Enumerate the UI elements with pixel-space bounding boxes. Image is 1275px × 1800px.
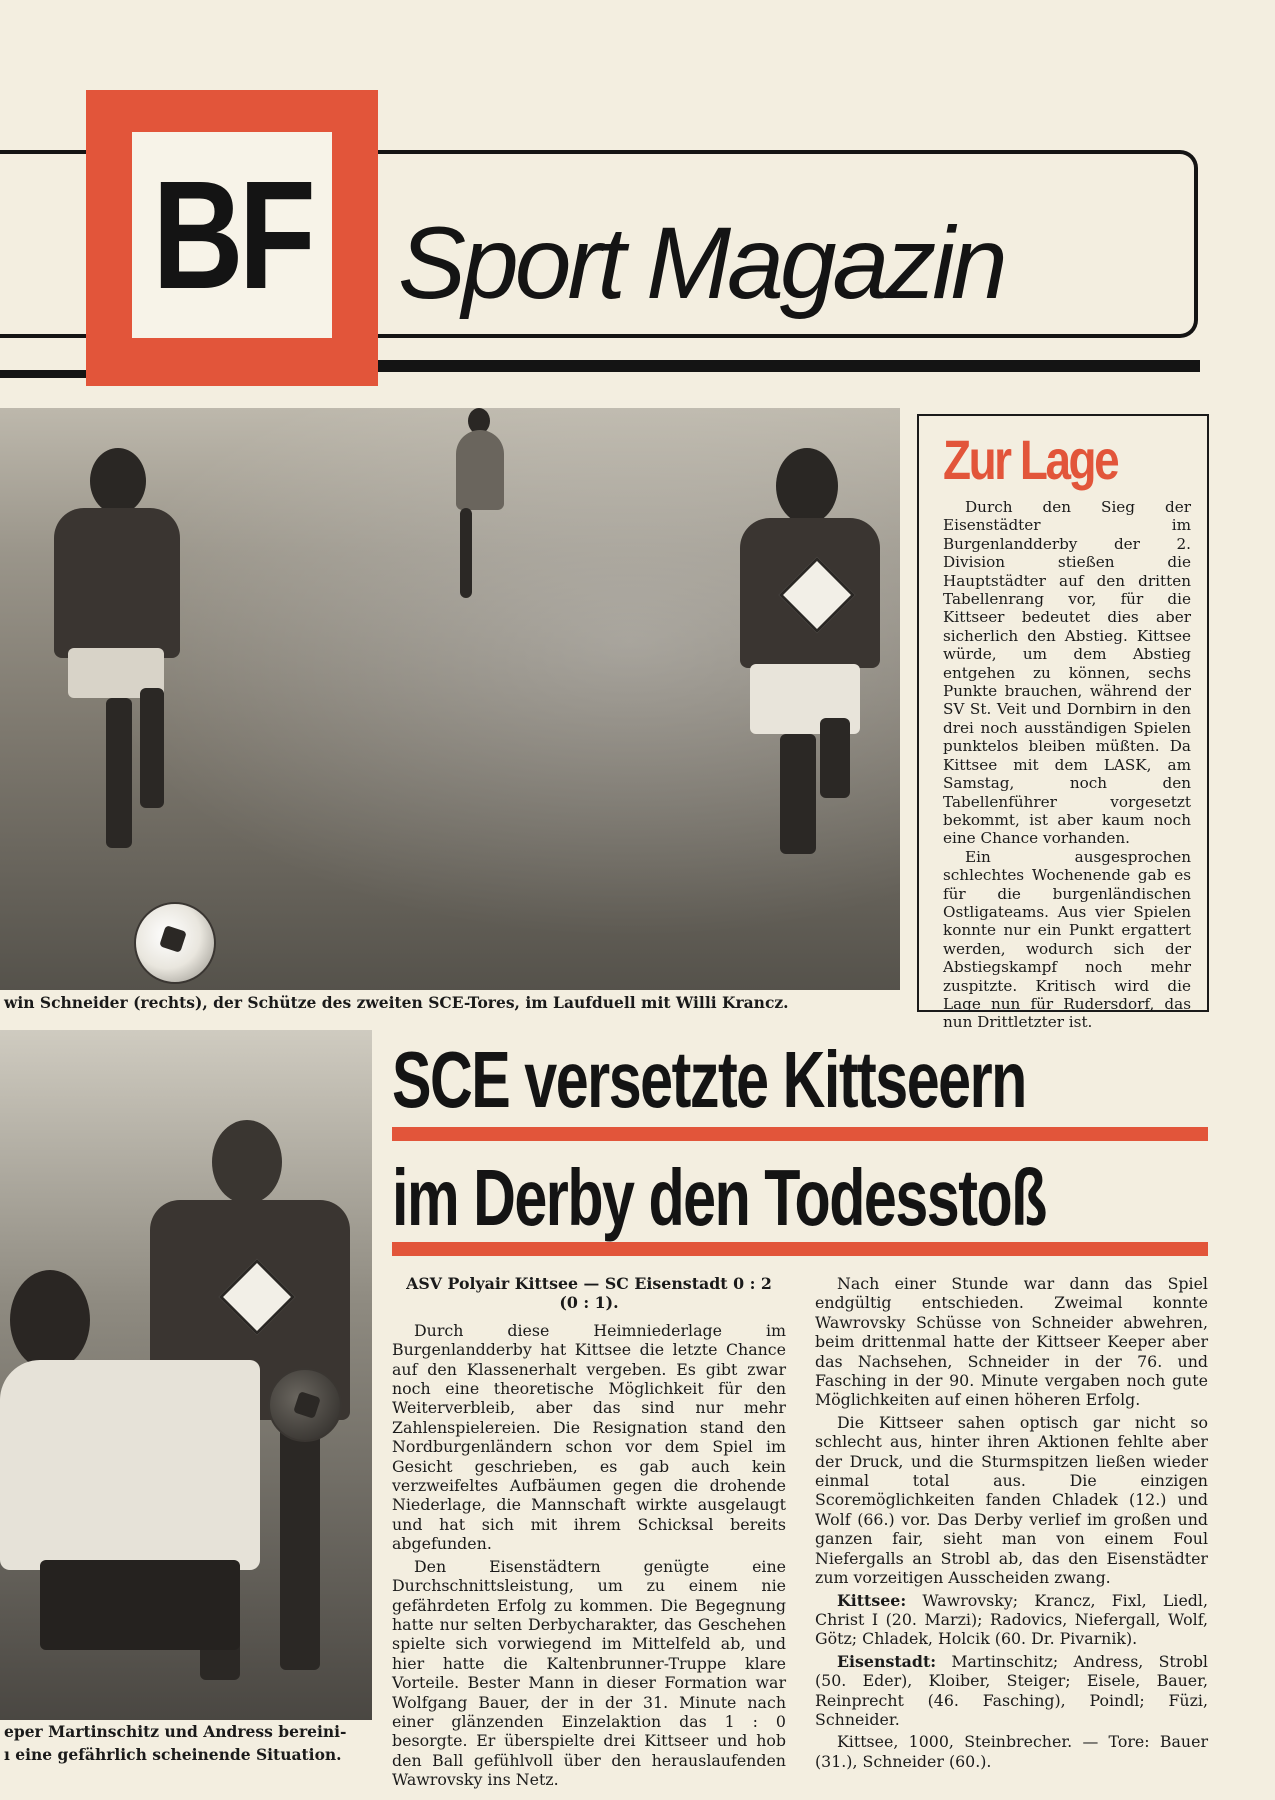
match-halftime: (0 : 1). [559,1293,619,1313]
article-column-1 [392,1274,786,1793]
article-column-2 [815,1274,1208,1774]
sidebar-paragraph: Durch den Sieg der Eisenstädter im Burgenlandderby der 2. Division stießen die Hauptstädter auf den dritten Tabellenrang vor, für die Kittseer bedeutet dies aber sicherlich den Abstieg. Kittsee würde, um dem Abstieg entgehen zu können, sechs Punkte brauchen, während der SV St. Veit und Dornbirn in den drei noch ausständigen Spielen punktelos bleiben müßten. Da Kittsee mit dem LASK, am Samstag, noch den Tabellenführer vorgesetzt bekommt, ist aber kaum noch eine Chance vorhanden. [943,498,1191,848]
magazine-title: Sport Magazin [398,206,1004,320]
headline-red-rule-1 [392,1127,1208,1141]
header-rule-top-left [0,150,100,154]
lineups [815,1591,1208,1772]
photo-player-background [450,408,510,608]
photo-player-right [690,448,890,888]
bf-logo-text: BF [152,149,312,321]
secondary-caption-line: ı eine gefährlich scheinende Situation. [4,1745,342,1764]
football-ball [134,902,216,984]
article-paragraph: Den Eisenstädtern genügte eine Durchschnittsleistung, um zu einem nie gefährdeten Erfolg zu kommen. Die Begegnung hatte nur selten Derbycharakter, das Geschehen spielte sich vorwiegend im Mittelfeld ab, und hier hatte die Kaltenbrunner-Truppe klare Vorteile. Bester Mann in dieser Formation war Wolfgang Bauer, der in der 31. Minute nach einer glänzenden Einzelaktion das 1 : 0 besorgte. Er überspielte drei Kittseer und hob den Ball gefühlvoll über den herauslaufenden Wawrovsky ins Netz. [392,1556,786,1790]
headline-line-2: im Derby den Todesstoß [392,1153,1046,1242]
headline-line-1: SCE versetzte Kittseern [392,1035,1026,1124]
lineup-kittsee [815,1591,1208,1649]
football-ball-second [268,1368,342,1442]
bf-logo-inner [132,132,332,338]
header-left-bar [0,370,92,378]
main-photo [0,408,900,990]
masthead-bottom-bar [378,360,1200,372]
photo-goalkeeper [0,1270,330,1690]
match-teams-score: ASV Polyair Kittsee — SC Eisenstadt 0 : 2 [406,1274,772,1293]
lineup-eisenstadt-players: Martinschitz; Andress, Strobl (50. Eder), Kloiber, Steiger; Eisele, Bauer, Reinprecht (46. Fasching), Poindl; Füzi, Schneider. [815,1651,1208,1729]
match-facts: Kittsee, 1000, Steinbrecher. — Tore: Bauer (31.), Schneider (60.). [815,1732,1208,1771]
header-rule-bottom-left [0,334,100,338]
article-paragraph: Die Kittseer sahen optisch gar nicht so schlecht aus, hinter ihren Aktionen fehlte aber der Druck, und die Sturmspitzen ließen wieder einmal total aus. Die einzigen Scoremöglichkeiten fanden Chladek (12.) und Wolf (66.) vor. Das Derby verlief im großen und ganzen fair, sieht man von einem Foul Niefergalls an Strobl ab, das den Eisenstädter zum vorzeitigen Ausscheiden zwang. [815,1412,1208,1588]
sidebar-title: Zur Lage [943,428,1118,491]
sidebar-text [943,498,1191,1032]
lineup-kittsee-players: Wawrovsky; Krancz, Fixl, Liedl, Christ I (20. Marzi); Radovics, Niefergall, Wolf, Götz; Chladek, Holcik (60. Dr. Pivarnik). [815,1590,1208,1649]
secondary-photo [0,1030,372,1720]
bf-logo [86,90,378,386]
secondary-caption-line: eper Martinschitz und Andress bereini- [4,1722,347,1741]
photo-player-left [20,448,190,848]
sidebar-paragraph: Ein ausgesprochen schlechtes Wochenende gab es für die burgenländischen Ostligateams. Aus vier Spielen konnte nur ein Punkt ergattert werden, wodurch sich der Abstiegskampf noch mehr zuspitzte. Kritisch wird die Lage nun für Rudersdorf, das nun Drittletzter ist. [943,847,1191,1032]
lineup-eisenstadt [815,1652,1208,1730]
lineup-eisenstadt-label: Eisenstadt: [837,1651,937,1671]
article-paragraph: Nach einer Stunde war dann das Spiel endgültig entschieden. Zweimal konnte Wawrovsky Schüsse von Schneider abwehren, beim drittenmal hatte der Kittseer Keeper aber das Nachsehen, Schneider in der 76. und Fasching in der 90. Minute vergaben noch gute Möglichkeiten auf einen höheren Erfolg. [815,1274,1208,1410]
main-photo-caption: win Schneider (rechts), der Schütze des zweiten SCE-Tores, im Laufduell mit Willi Krancz. [4,993,789,1012]
article-paragraph: Durch diese Heimniederlage im Burgenlandderby hat Kittsee die letzte Chance auf den Klassenerhalt vergeben. Es gibt zwar noch eine theoretische Möglichkeit für den Weiterverbleib, aber das sind nur mehr Zahlenspielereien. Die Resignation stand den Nordburgenländern schon vor dem Spiel im Gesicht geschrieben, es gab auch kein verzweifeltes Aufbäumen gegen die drohende Niederlage, die Mannschaft wirkte ausgelaugt und hat sich mit ihrem Schicksal bereits abgefunden. [392,1320,786,1554]
match-result [392,1274,786,1313]
sidebar-zur-lage [917,414,1209,1032]
headline-red-rule-2 [392,1242,1208,1256]
secondary-photo-caption [4,1720,346,1766]
lineup-kittsee-label: Kittsee: [837,1590,907,1610]
